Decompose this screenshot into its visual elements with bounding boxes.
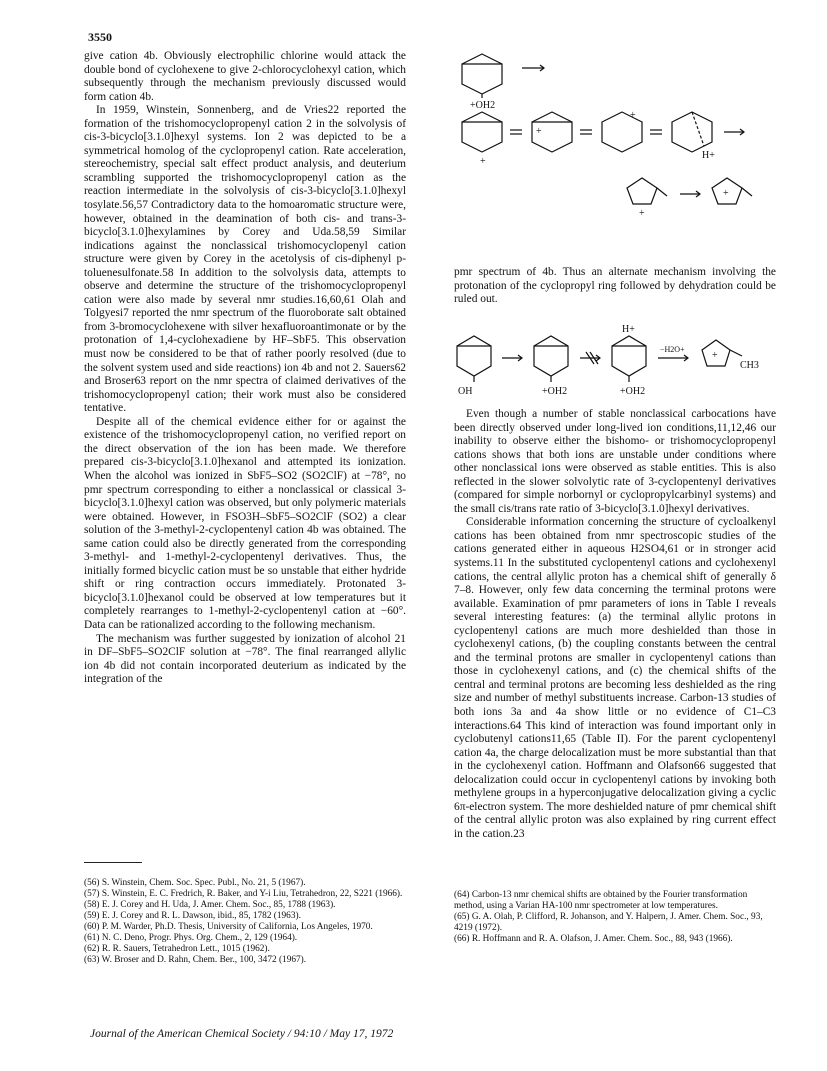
references-right bbox=[454, 890, 776, 945]
oh-label: OH bbox=[458, 386, 473, 397]
reference: (62) R. R. Sauers, Tetrahedron Lett., 1015 (1962). bbox=[84, 944, 270, 954]
plus-label: + bbox=[480, 156, 486, 167]
paragraph: Considerable information concerning the structure of cycloalkenyl cations has been obtained from nmr spectroscopic studies of the cations generated either in aqueous H2SO4,61 or in stronger acid systems.11 In the substituted cyclopentenyl cations and cyclohexenyl cations, the central allylic proton has a chemical shift of generally δ 7–8. However, only few data concerning the terminal protons were available. Examination of pmr parameters of ions in Table I reveals several interesting features: (a) the terminal allylic protons in cyclopentenyl cations are much more deshielded than those in cyclohexenyl cations, (b) the coupling constants between the central and the terminal protons are smaller in cyclopentenyl cations than those in cyclohexenyl cations, and (c) the chemical shifts of the central and terminal protons are becoming less deshielded as the ring size and number of methyl substituents increase. Carbon-13 studies of both ions 3a and 4a show little or no evidence of C1–C3 interactions.64 This kind of interaction was found important only in cyclobutenyl cations11,65 (Table II). For the parent cyclopentenyl cation 4a, the charge delocalization must be more substantial than that in the cyclohexenyl cation. Hoffmann and Olafson66 suggested that delocalization could occur in cyclopentenyl cations by invoking both methylene groups in a hyperconjugative delocalization giving a cyclic 6π-electron system. The more deshielded nature of pmr chemical shift of the central allylic proton was also explained by ring current effect in the cation.23 bbox=[454, 516, 776, 840]
reference: (66) R. Hoffmann and R. A. Olafson, J. Amer. Chem. Soc., 88, 943 (1966). bbox=[454, 934, 733, 944]
right-column-bottom bbox=[454, 408, 776, 842]
reference: (61) N. C. Deno, Progr. Phys. Org. Chem., 2, 129 (1964). bbox=[84, 933, 298, 943]
right-column-top bbox=[454, 266, 776, 307]
reference: (56) S. Winstein, Chem. Soc. Spec. Publ., No. 21, 5 (1967). bbox=[84, 878, 306, 888]
paragraph: give cation 4b. Obviously electrophilic chlorine would attack the double bond of cyclohexene to give 2-chlorocyclohexyl cation, which subsequently through the mechanism previously discussed would form cation 4b. bbox=[84, 50, 406, 103]
water-loss-label: −H2O+ bbox=[660, 345, 685, 354]
ch3-label: CH3 bbox=[740, 360, 759, 371]
footnote-rule bbox=[84, 862, 142, 863]
references-left bbox=[84, 878, 406, 966]
plus-label: + bbox=[723, 188, 729, 199]
oh2-label: +OH2 bbox=[620, 386, 646, 397]
paragraph: In 1959, Winstein, Sonnenberg, and de Vries22 reported the formation of the trishomocyclopropenyl cation 2 in the solvolysis of cis-3-bicyclo[3.1.0]hexyl systems. Ion 2 was depicted to be a symmetrical homolog of the cyclopropenyl cation. Rate acceleration, stereochemistry, special salt effect product analysis, and deuterium scrambling supported the trishomocyclopropenyl cation as the reaction intermediate in the solvolysis of cis-3-bicyclo[3.1.0]hexyl tosylate.56,57 Contradictory data to the homoaromatic structure were, however, obtained in the deamination of both cis- and trans-3-bicyclo[3.1.0]hexylamines by Corey and Uda.58,59 Similar indications against the nonclassical trishomocyclopenyl cation structure were given by Corey in the acetolysis of cis-diphenyl p-toluenesulfonate.58 In addition to the solvolysis data, attempts to observe and determine the structure of the trishomocyclopropenyl cation were also made by several nmr studies.16,60,61 Olah and Tolgyesi7 reported the nmr spectrum of the fluoroborate salt obtained from 3-bromocyclohexene with silver hexafluoroantimonate or by the protonation of 1,4-cyclohexadiene by HF–SbF5. This observation must now be considered to be that of rather poorly resolved (due to the solvent system used and side reactions) ion 4b and not 2. Sauers62 and Broser63 report on the nmr spectra of claimed derivatives of the trishomocyclopropenyl cation; their work must also be considered tentative. bbox=[84, 104, 406, 415]
paragraph: The mechanism was further suggested by ionization of alcohol 21 in DF–SbF5–SO2ClF solution at −78°. The final rearranged allylic ion 4b did not contain incorporated deuterium as indicated by the integration of the bbox=[84, 632, 406, 686]
protonation-scheme bbox=[452, 322, 782, 402]
plus-label: + bbox=[536, 126, 542, 137]
paragraph: pmr spectrum of 4b. Thus an alternate mechanism involving the protonation of the cyclopropyl ring followed by dehydration could be ruled out. bbox=[454, 266, 776, 306]
h-label: H+ bbox=[702, 150, 715, 161]
journal-footer: Journal of the American Chemical Society / 94:10 / May 17, 1972 bbox=[90, 1028, 394, 1040]
reference: (60) P. M. Warder, Ph.D. Thesis, University of California, Los Angeles, 1970. bbox=[84, 922, 373, 932]
oh2-label: +OH2 bbox=[470, 100, 496, 111]
plus-label: + bbox=[630, 110, 636, 121]
mechanism-scheme bbox=[452, 48, 782, 258]
paragraph: Despite all of the chemical evidence either for or against the existence of the trishomocyclopropenyl cation, no verified report on the direct observation of the ion has been made. We therefore prepared cis-3-bicyclo[3.1.0]hexanol and attempted its ionization. When the alcohol was ionized in SbF5–SO2 (SO2ClF) at −78°, no pmr spectrum corresponding to either a nonclassical or classical 3-bicyclo[3.1.0]hexyl cation was observed, but only polymeric materials were obtained. However, in FSO3H–SbF5–SO2ClF (SO2) a clear solution of the 3-methyl-2-cyclopentenyl cation 4b was obtained. The same cation could also be directly generated from the corresponding 3-methyl- and 1-methyl-2-cyclopentenyl derivatives. Thus, the initially formed bicyclic cation must be so unstable that either hydride shift or ring contraction occurs immediately. Protonated 3-bicyclo[3.1.0]hexanol could be observed at low temperatures but it completely rearranges to 1-methyl-2-cyclopentenyl cation at −60°. Data can be rationalized according to the following mechanism. bbox=[84, 415, 406, 631]
page-number: 3550 bbox=[88, 30, 112, 44]
reference: (65) G. A. Olah, P. Clifford, R. Johanson, and Y. Halpern, J. Amer. Chem. Soc., 93, 4219 (1972). bbox=[454, 912, 763, 933]
plus-label: + bbox=[639, 208, 645, 219]
plus-label: + bbox=[712, 350, 718, 361]
reference: (63) W. Broser and D. Rahn, Chem. Ber., 100, 3472 (1967). bbox=[84, 955, 307, 965]
left-column bbox=[84, 50, 406, 687]
reference: (58) E. J. Corey and H. Uda, J. Amer. Chem. Soc., 85, 1788 (1963). bbox=[84, 900, 336, 910]
oh2-label: +OH2 bbox=[542, 386, 568, 397]
reference: (59) E. J. Corey and R. L. Dawson, ibid., 85, 1782 (1963). bbox=[84, 911, 301, 921]
reference: (57) S. Winstein, E. C. Fredrich, R. Baker, and Y-i Liu, Tetrahedron, 22, S221 (1966). bbox=[84, 889, 403, 899]
bicyclo-ring-1 bbox=[462, 54, 502, 94]
h-label: H+ bbox=[622, 324, 635, 335]
reference: (64) Carbon-13 nmr chemical shifts are obtained by the Fourier transformation method, using a Varian HA-100 nmr spectrometer at low temperatures. bbox=[454, 890, 748, 911]
paragraph: Even though a number of stable nonclassical carbocations have been directly observed under long-lived ion conditions,11,12,46 our inability to observe either the bishomo- or trishomocyclopropenyl cations shows that both ions are unstable under conditions where other nonclassical ions were observed as stable entities. This is also reflected in the slower solvolytic rate of 3-cyclopentenyl derivatives (compared for simple norbornyl or cyclopropylcarbinyl systems) and the small cis/trans rate ratio of 3-bicyclo[3.1.0]hexyl derivatives. bbox=[454, 408, 776, 515]
